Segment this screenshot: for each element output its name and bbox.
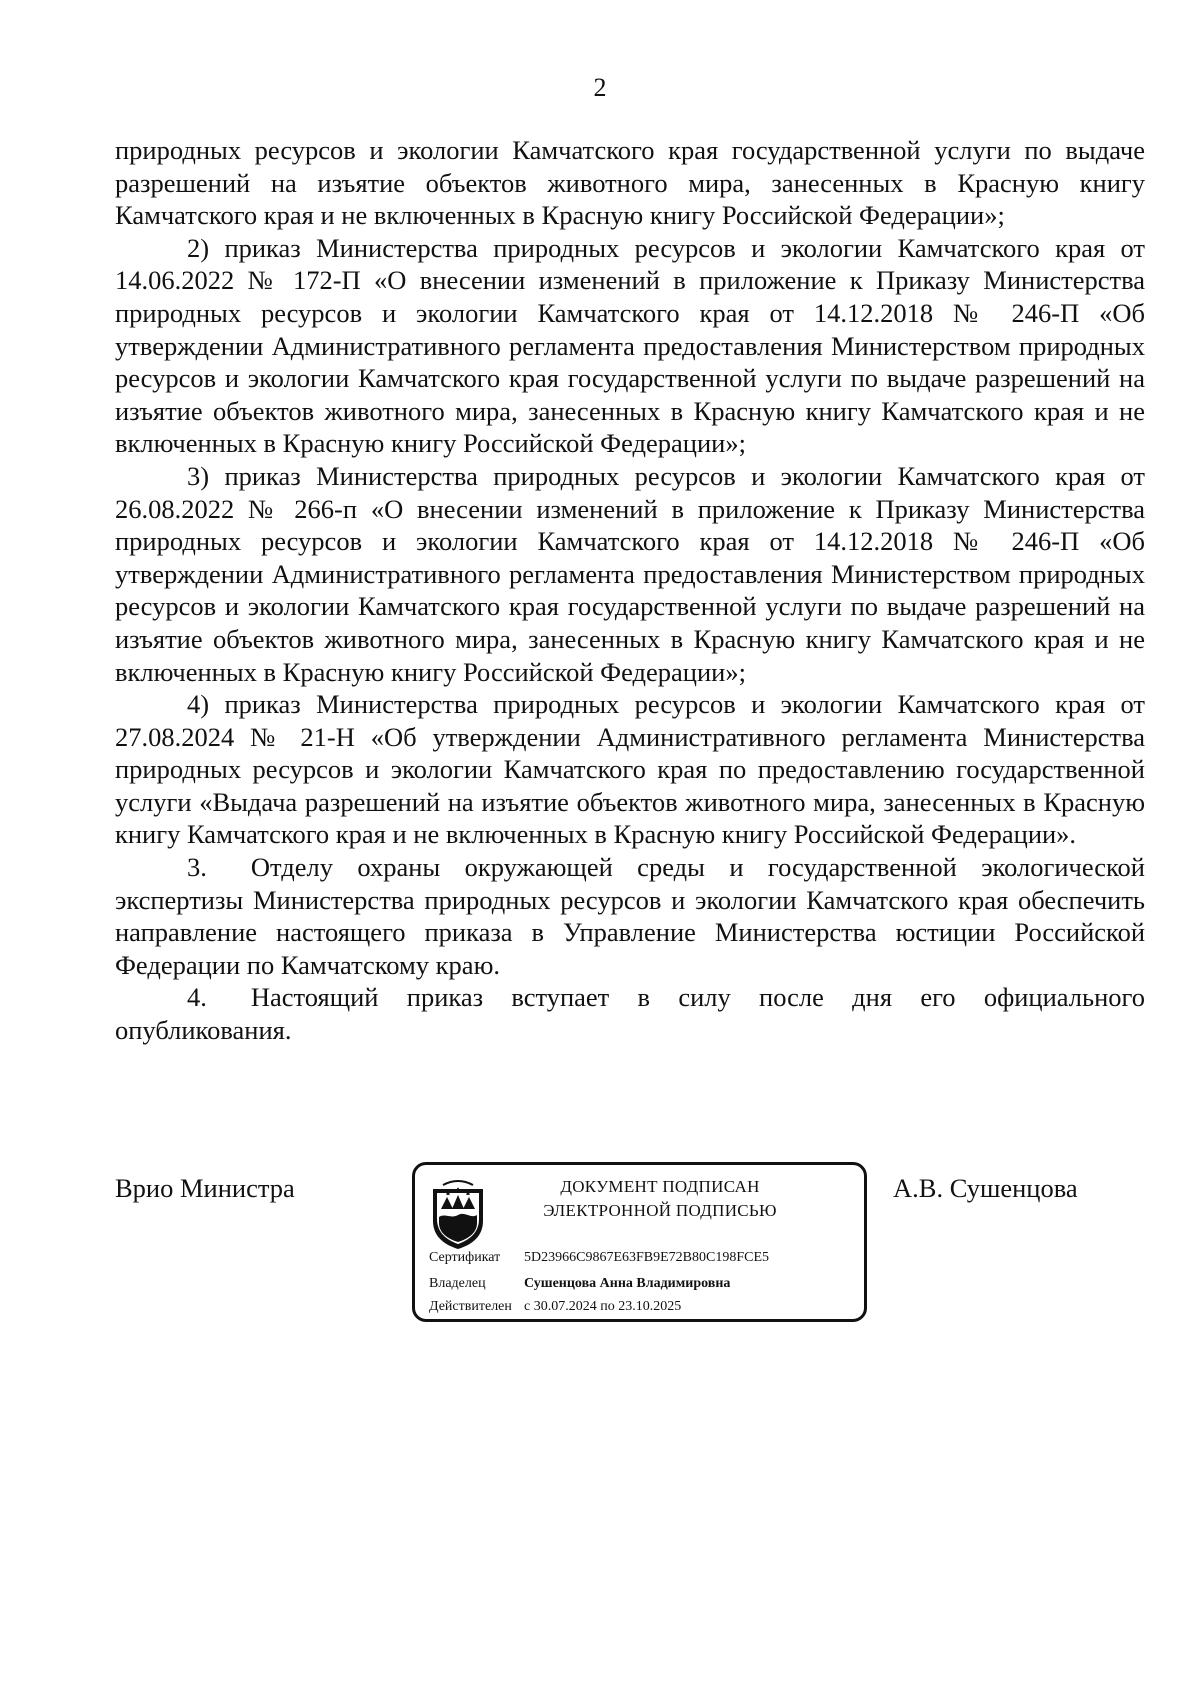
clause-number: 3. xyxy=(187,852,207,883)
document-body xyxy=(115,134,1145,1047)
kamchatka-emblem-icon xyxy=(429,1179,487,1251)
signature-block xyxy=(115,1162,1145,1322)
clause-text: Настоящий приказ вступает в силу после дня его официального опубликования. xyxy=(115,982,1145,1046)
signer-name: А.В. Сушенцова xyxy=(893,1173,1078,1203)
certificate-label: Сертификат xyxy=(429,1250,501,1265)
paragraph-item-3: 3) приказ Министерства природных ресурсов и экологии Камчатского края от 26.08.2022 № 266-п «О внесении изменений в приложение к Приказу Министерства природных ресурсов и экологии Камчатского края от 14.12.2018 № 246-П «Об утверждении Административного регламента предоставления Министерством природных ресурсов и экологии Камчатского края государственной услуги по выдаче разрешений на изъятие объектов животного мира, занесенных в Красную книгу Камчатского края и не включенных в Красную книгу Российской Федерации»; xyxy=(115,460,1145,687)
page-number: 2 xyxy=(593,73,607,102)
paragraph-item-4: 4) приказ Министерства природных ресурсов и экологии Камчатского края от 27.08.2024 № 21-Н «Об утверждении Административного регламента Министерства природных ресурсов и экологии Камчатского края по предоставлению государственной услуги «Выдача разрешений на изъятие объектов животного мира, занесенных в Красную книгу Камчатского края и не включенных в Красную книгу Российской Федерации». xyxy=(115,689,1145,850)
signer-position: Врио Министра xyxy=(115,1173,295,1203)
stamp-title xyxy=(495,1175,825,1223)
paragraph-continuation: природных ресурсов и экологии Камчатского края государственной услуги по выдаче разрешений на изъятие объектов животного мира, занесенных в Красную книгу Камчатского края и не включенных в Красную книгу Российской Федерации»; xyxy=(115,135,1145,231)
paragraph-item-2: 2) приказ Министерства природных ресурсов и экологии Камчатского края от 14.06.2022 № 172-П «О внесении изменений в приложение к Приказу Министерства природных ресурсов и экологии Камчатского края от 14.12.2018 № 246-П «Об утверждении Административного регламента предоставления Министерством природных ресурсов и экологии Камчатского края государственной услуги по выдаче разрешений на изъятие объектов животного мира, занесенных в Красную книгу Камчатского края и не включенных в Красную книгу Российской Федерации»; xyxy=(115,232,1145,459)
validity-value: с 30.07.2024 по 23.10.2025 xyxy=(524,1299,682,1314)
clause-text: Отделу охраны окружающей среды и государственной экологической экспертизы Министерства природных ресурсов и экологии Камчатского края обеспечить направление настоящего приказа в Управление Министерства юстиции Российской Федерации по Камчатскому краю. xyxy=(115,852,1145,980)
clause-number: 4. xyxy=(187,982,207,1013)
stamp-certificate-row xyxy=(429,1249,769,1267)
paragraph-clause-4 xyxy=(115,981,1145,1046)
certificate-value: 5D23966C9867E63FB9E72B80C198FCE5 xyxy=(524,1250,770,1265)
stamp-title-line2: ЭЛЕКТРОННОЙ ПОДПИСЬЮ xyxy=(543,1201,777,1220)
stamp-validity-row xyxy=(429,1298,681,1316)
owner-label: Владелец xyxy=(429,1276,486,1291)
stamp-owner-row xyxy=(429,1275,730,1293)
paragraph-clause-3 xyxy=(115,851,1145,981)
validity-label: Действителен xyxy=(429,1299,512,1314)
stamp-title-line1: ДОКУМЕНТ ПОДПИСАН xyxy=(560,1177,760,1196)
owner-value: Сушенцова Анна Владимировна xyxy=(524,1276,731,1291)
electronic-signature-stamp xyxy=(412,1162,867,1322)
